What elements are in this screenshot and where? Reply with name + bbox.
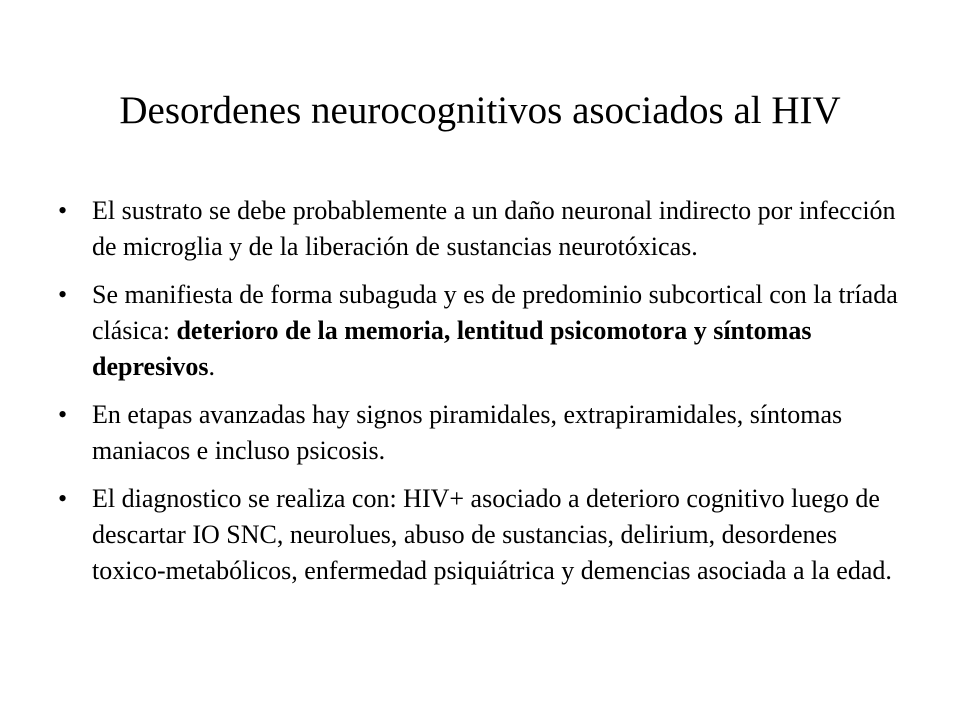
bullet-text: El sustrato se debe probablemente a un daño neuronal indirecto por infección de microglia y de la liberación de sustancias neurotóxicas. — [92, 196, 896, 261]
bullet-text-end: . — [208, 352, 216, 381]
bullet-item — [58, 277, 908, 385]
bullet-text-normal: Se manifiesta de forma subaguda y es de predominio subcortical con la tríada clásica: — [92, 280, 898, 345]
bullet-marker: • — [58, 196, 68, 225]
bullet-text-bold: deterioro de la memoria, lentitud psicomotora y síntomas depresivos — [92, 316, 812, 381]
bullet-marker: • — [58, 400, 68, 429]
bullet-text — [92, 280, 898, 381]
bullet-list — [58, 193, 908, 601]
bullet-item — [58, 397, 908, 469]
bullet-marker: • — [58, 280, 68, 309]
bullet-item — [58, 481, 908, 589]
bullet-item — [58, 193, 908, 265]
bullet-text: En etapas avanzadas hay signos piramidales, extrapiramidales, síntomas maniacos e incluso psicosis. — [92, 400, 843, 465]
slide-title: Desordenes neurocognitivos asociados al HIV — [119, 89, 841, 132]
bullet-marker: • — [58, 484, 68, 513]
bullet-text: El diagnostico se realiza con: HIV+ asociado a deterioro cognitivo luego de descartar IO SNC, neurolues, abuso de sustancias, delirium, desordenes toxico-metabólicos, enfermedad psiquiátrica y demencias asociada a la edad. — [92, 484, 892, 585]
